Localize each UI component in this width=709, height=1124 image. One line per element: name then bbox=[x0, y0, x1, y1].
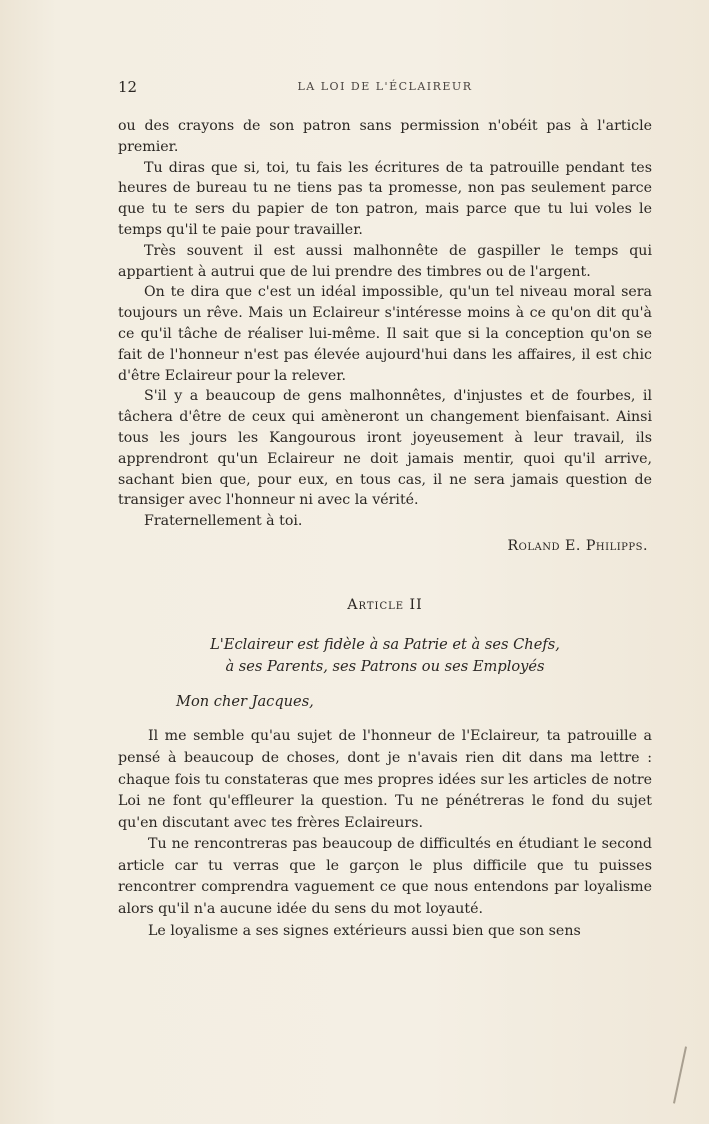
page-body bbox=[118, 116, 652, 942]
epigraph-line-2: à ses Parents, ses Patrons ou ses Employés bbox=[225, 657, 545, 675]
running-title: LA LOI DE L'ÉCLAIREUR bbox=[297, 80, 473, 93]
paragraph: Tu ne rencontreras pas beaucoup de difficultés en étudiant le second article car tu verras que le garçon le plus difficile que tu puisses rencontrer comprendra vaguement ce que nous entendons par loyalisme alors qu'il n'a aucune idée du sens du mot loyauté. bbox=[118, 836, 652, 918]
letter-body bbox=[118, 726, 652, 942]
paragraph: S'il y a beaucoup de gens malhonnêtes, d'injustes et de fourbes, il tâchera d'être de ceux qui amèneront un changement bienfaisant. Ainsi tous les jours les Kangourous iront joyeusement à leur travail, ils apprendront qu'un Eclaireur ne doit jamais mentir, quoi qu'il arrive, sachant bien que, pour eux, en tous cas, il ne sera jamais question de transiger avec l'honneur ni avec la vérité. bbox=[118, 388, 652, 509]
epigraph-line-1: L'Eclaireur est fidèle à sa Patrie et à ses Chefs, bbox=[210, 635, 560, 653]
paragraph: Tu diras que si, toi, tu fais les écritures de ta patrouille pendant tes heures de bureau tu ne tiens pas ta promesse, non pas seulement parce que tu te sers du papier de ton patron, mais parce que tu lui voles le temps qu'il te paie pour travailler. bbox=[118, 159, 652, 238]
paragraph: On te dira que c'est un idéal impossible, qu'un tel niveau moral sera toujours un rêve. Mais un Eclaireur s'intéresse moins à ce qu'on dit qu'à ce qu'il tâche de réaliser lui-même. Il sait que si la conception qu'on se fait de l'honneur n'est pas élevée aujourd'hui dans les affaires, il est chic d'être Eclaireur pour la relever. bbox=[118, 284, 652, 384]
page-margin-mark bbox=[673, 1046, 687, 1103]
page-number: 12 bbox=[118, 78, 138, 96]
salutation: Mon cher Jacques, bbox=[176, 692, 314, 710]
paragraph: Il me semble qu'au sujet de l'honneur de l'Eclaireur, ta patrouille a pensé à beaucoup de choses, dont je n'avais rien dit dans ma lettre : chaque fois tu constateras que mes propres idées sur les articles de notre Loi ne font qu'effleurer la question. Tu ne pénétreras le fond du sujet qu'en discutant avec tes frères Eclaireurs. bbox=[118, 728, 652, 831]
closing-line: Fraternellement à toi. bbox=[144, 513, 303, 530]
article-heading: Article II bbox=[347, 596, 423, 613]
page-header bbox=[118, 78, 652, 100]
signature: Roland E. Philipps. bbox=[507, 537, 648, 554]
paragraph: Très souvent il est aussi malhonnête de gaspiller le temps qui appartient à autrui que de lui prendre des timbres ou de l'argent. bbox=[118, 242, 652, 280]
paragraph: ou des crayons de son patron sans permission n'obéit pas à l'article premier. bbox=[118, 118, 652, 155]
paragraph: Le loyalisme a ses signes extérieurs aussi bien que son sens bbox=[148, 922, 581, 939]
